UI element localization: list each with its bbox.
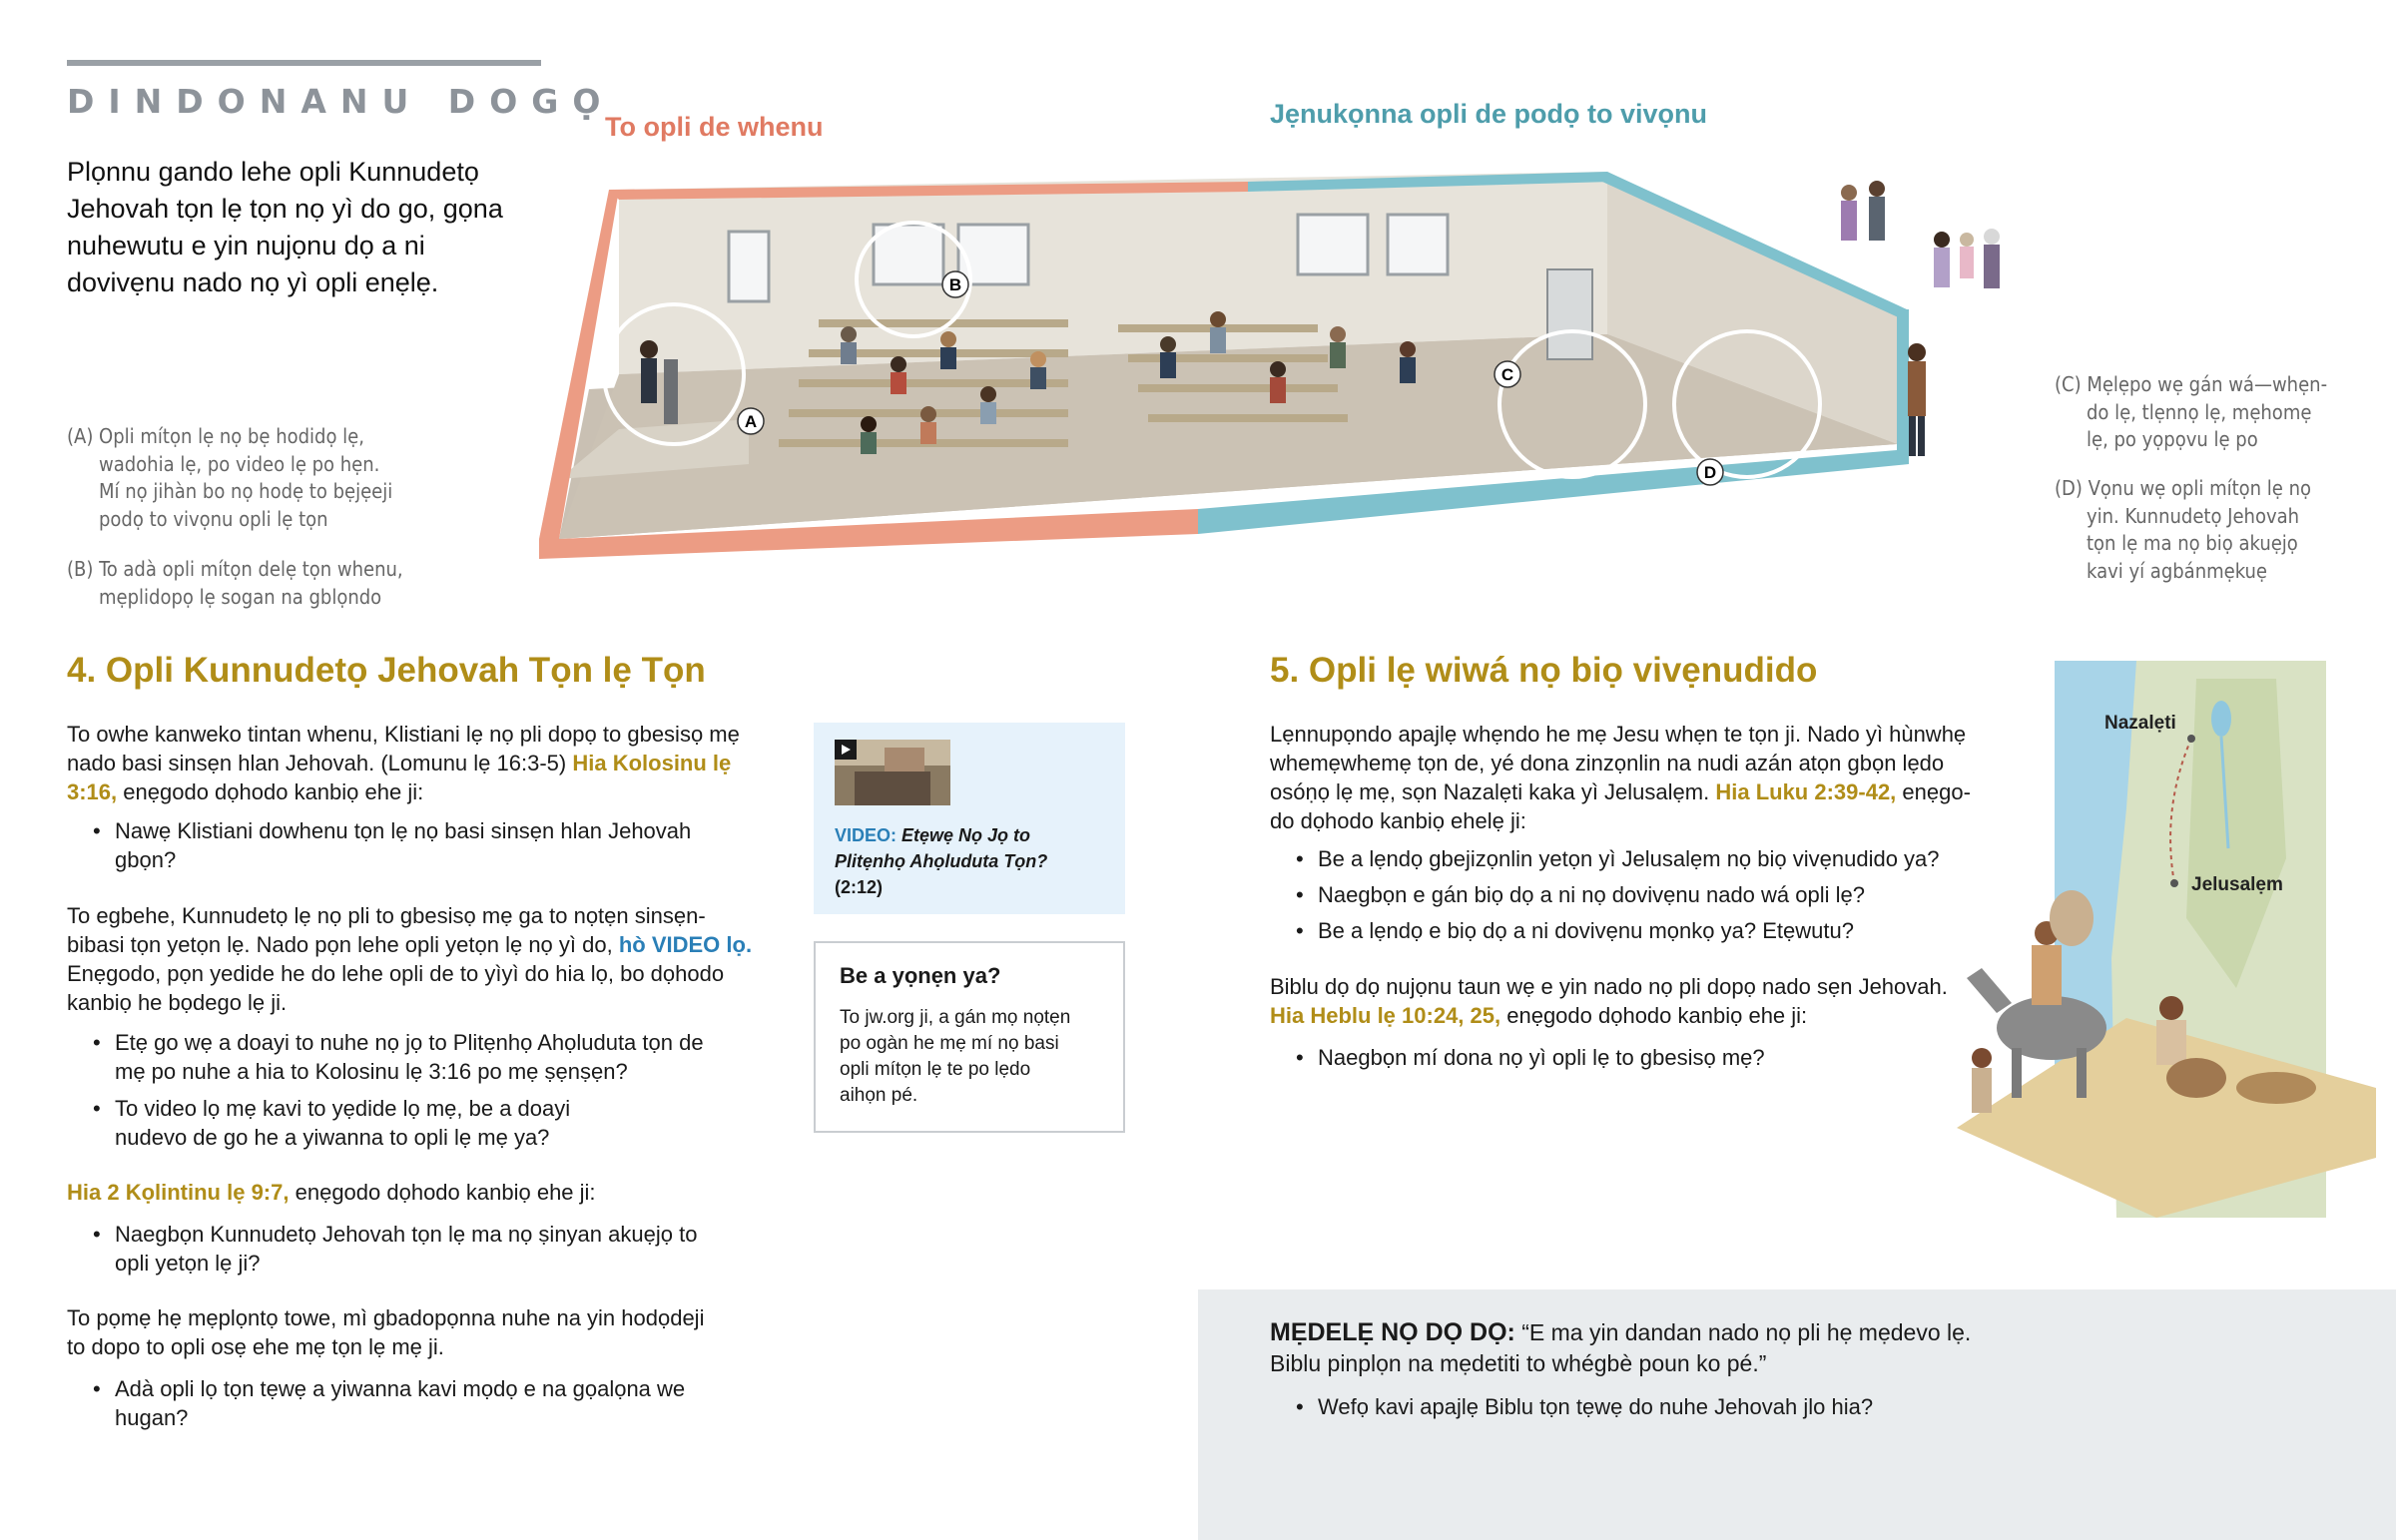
objection-label: MẸDELẸ NỌ DỌ DỌ: [1270, 1318, 1515, 1346]
speaker-body [641, 358, 657, 403]
label-nazareth: Nazalẹti [2104, 713, 2176, 734]
sack [2050, 890, 2094, 946]
section-5-question-4: • Naegbọn mí dona nọ yì opli lẹ to gbesisọ mẹ? [1296, 1045, 1765, 1070]
label-before-after: Jẹnukọnna opli de podọ to vivọnu [1270, 99, 1707, 129]
svg-text:C: C [1500, 365, 1514, 384]
basket [2166, 1058, 2226, 1098]
scripture-ref-colossians-verse[interactable]: 3:16, [67, 779, 118, 804]
scripture-ref-corinthians[interactable]: Hia 2 Kọlintinu lẹ 9:7, [67, 1180, 290, 1205]
section-5-question-2: • Naegbọn e gán biọ dọ a ni nọ dovivẹnu nado wá opli lẹ? [1296, 882, 1865, 907]
caption-c: (C) Mẹlẹpo wẹ gán wá—whẹn- do lẹ, tlẹnnọ lẹ, mẹhomẹ lẹ, po yọpọvu lẹ po [2055, 372, 2328, 451]
video-link[interactable]: hò VIDEO lọ. [618, 932, 753, 957]
svg-text:B: B [948, 275, 962, 294]
scripture-ref-colossians[interactable]: Hia Kolosinu lẹ [572, 751, 732, 775]
caption-b: (B) To adà opli mítọn delẹ tọn whenu, mẹplidopọ lẹ sogan na gblọndo [67, 557, 403, 609]
objection-question: • Wefọ kavi apajlẹ Biblu tọn tẹwẹ do nuhe Jehovah jlo hia? [1296, 1394, 1874, 1419]
did-you-know-title: Be a yọnẹn ya? [840, 963, 1001, 988]
section-5-paragraph-1: Lẹnnupọndo apajlẹ whẹndo he mẹ Jesu whẹn te tọn ji. Nado yì hùnwhẹ whemẹwhemẹ tọn de, yé dona zinzọnlin na nudi azán atọn gbọn lẹdo osóṇọ lẹ mẹ, sọn Nazalẹti kaka yì Jelusalẹm. Hia Luku 2:39-42, enẹgo- do dọhodo kanbiọ ehelẹ ji: [1270, 722, 1971, 833]
section-5-title: 5. Opli lẹ wiwá nọ biọ vivẹnudido [1270, 651, 1818, 690]
sea-of-galilee [2211, 701, 2231, 737]
objection-text: MẸDELẸ NỌ DỌ DỌ: “E ma yin dandan nado nọ pli hẹ mẹdevo lẹ. Biblu pinplọn na mẹdetiti to whégbè poun ko pé.” [1270, 1318, 1972, 1376]
caption-d: (D) Vọnu wẹ opli mítọn lẹ nọ yin. Kunnudetọ Jehovah tọn lẹ ma nọ biọ akuẹjọ kavi yí agbánmẹkuẹ [2055, 476, 2312, 583]
bedroll [2236, 1072, 2316, 1104]
label-during-meeting: To opli de whenu [605, 112, 824, 142]
caption-a: (A) Opli mítọn lẹ nọ bẹ hodidọ lẹ, wadohia lẹ, po video lẹ po hẹn. Mí nọ jihàn bo nọ hodẹ to bẹjẹeji podọ to vivọnu opli lẹ tọn [67, 424, 393, 531]
section-4-question-2: • Etẹ go wẹ a doayi to nuhe nọ jọ to Plitẹnhọ Ahọluduta tọn de mẹ po nuhe a hia to Kolosinu lẹ 3:16 po mẹ ṣẹnṣẹn? [93, 1030, 704, 1084]
section-4-question-5: • Adà opli lọ tọn tẹwẹ a yiwanna kavi mọdọ e na gọalọna we hugan? [93, 1376, 686, 1430]
header-title: DINDONANU DOGỌ [67, 82, 615, 121]
section-4-paragraph-1: To owhe kanweko tintan whenu, Klistiani lẹ nọ pli dopọ to gbesisọ mẹ nado basi sinsẹn hlan Jehovah. (Lomunu lẹ 16:3-5) Hia Kolosinu lẹ 3:16, enẹgodo dọhodo kanbiọ ehe ji: [67, 722, 740, 804]
section-4-question-4: • Naegbọn Kunnudetọ Jehovah tọn lẹ ma nọ ṣinyan akuẹjọ to opli yetọn lẹ ji? [93, 1222, 698, 1276]
map-nazareth-jerusalem [1937, 659, 2376, 1238]
marker-c [1495, 361, 1520, 387]
section-5-paragraph-2: Biblu dọ dọ nujọnu taun wẹ e yin nado nọ pli dopọ nado sẹn Jehovah. Hia Heblu lẹ 10:24, 25, enẹgodo dọhodo kanbiọ ehe ji: [1270, 974, 1948, 1028]
marker-a [738, 408, 764, 434]
did-you-know-box [814, 941, 1125, 1133]
svg-text:A: A [744, 412, 758, 431]
section-5-question-3: • Be a lẹndọ e biọ dọ a ni dovivẹnu mọnkọ ya? Etẹwutu? [1296, 918, 1854, 943]
label-jerusalem: Jelusalẹm [2191, 874, 2283, 895]
video-callout[interactable] [814, 723, 1125, 914]
video-thumbnail[interactable] [835, 740, 950, 805]
section-4-question-1: • Nawẹ Klistiani dowhenu tọn lẹ nọ basi sinsẹn hlan Jehovah gbọn? [93, 818, 692, 872]
video-caption[interactable]: VIDEO: Etẹwẹ Nọ Jọ to Plitẹnhọ Ahọluduta Tọn? (2:12) [835, 825, 1048, 897]
people-arriving-illustration [1817, 175, 2047, 479]
marker-b [942, 271, 968, 297]
section-4-paragraph-3: Hia 2 Kọlintinu lẹ 9:7, enẹgodo dọhodo kanbiọ ehe ji: [67, 1180, 596, 1205]
header-rule [67, 60, 541, 66]
section-4-question-3: • To video lọ mẹ kavi to yẹdide lọ mẹ, be a doayi nudevo de go he a yiwanna to opli lẹ mẹ ya? [93, 1096, 571, 1150]
nazareth-dot [2187, 735, 2195, 743]
section-4-paragraph-4: To pọmẹ hẹ mẹplọntọ towe, mì gbadopọnna nuhe na yin hodọdeji to dopo to opli osẹ ehe mẹ tọn lẹ mẹ ji. [67, 1305, 705, 1359]
section-5-question-1: • Be a lẹndọ gbejizọnlin yetọn yì Jelusalẹm nọ biọ vivẹnudido ya? [1296, 846, 1940, 871]
intro-text: Plọnnu gando lehe opli Kunnudetọ Jehovah tọn lẹ tọn nọ yì do go, gọna nuhewutu e yin nujọnu dọ a ni dovivẹnu nado nọ yì opli enẹlẹ. [67, 157, 503, 297]
marker-d [1697, 459, 1723, 485]
jerusalem-dot [2170, 879, 2178, 887]
did-you-know-text: To jw.org ji, a gán mọ nọtẹn po ogàn he mẹ mí nọ basi opli mítọn lẹ te po lẹdo aihọn pé. [840, 1007, 1071, 1106]
podium [664, 359, 678, 424]
kingdom-hall-illustration [519, 160, 2017, 599]
scripture-ref-hebrews[interactable]: Hia Heblu lẹ 10:24, 25, [1270, 1003, 1501, 1028]
hall-door [1547, 269, 1592, 359]
speaker-head [640, 340, 658, 358]
svg-text:D: D [1703, 463, 1717, 482]
section-4-paragraph-2: To egbehe, Kunnudetọ lẹ nọ pli to gbesisọ mẹ ga to nọtẹn sinsẹn- bibasi tọn yetọn lẹ. Nado pọn lehe opli yetọn lẹ nọ yì do, hò VIDEO lọ. Enẹgodo, pọn yedide he do lehe opli de to yìyì do hia lọ, bo dọhodo kanbiọ he bọdego lẹ ji. [67, 903, 753, 1015]
section-4-title: 4. Opli Kunnudetọ Jehovah Tọn lẹ Tọn [67, 651, 706, 690]
scripture-ref-luke[interactable]: Hia Luku 2:39-42, [1715, 779, 1897, 804]
